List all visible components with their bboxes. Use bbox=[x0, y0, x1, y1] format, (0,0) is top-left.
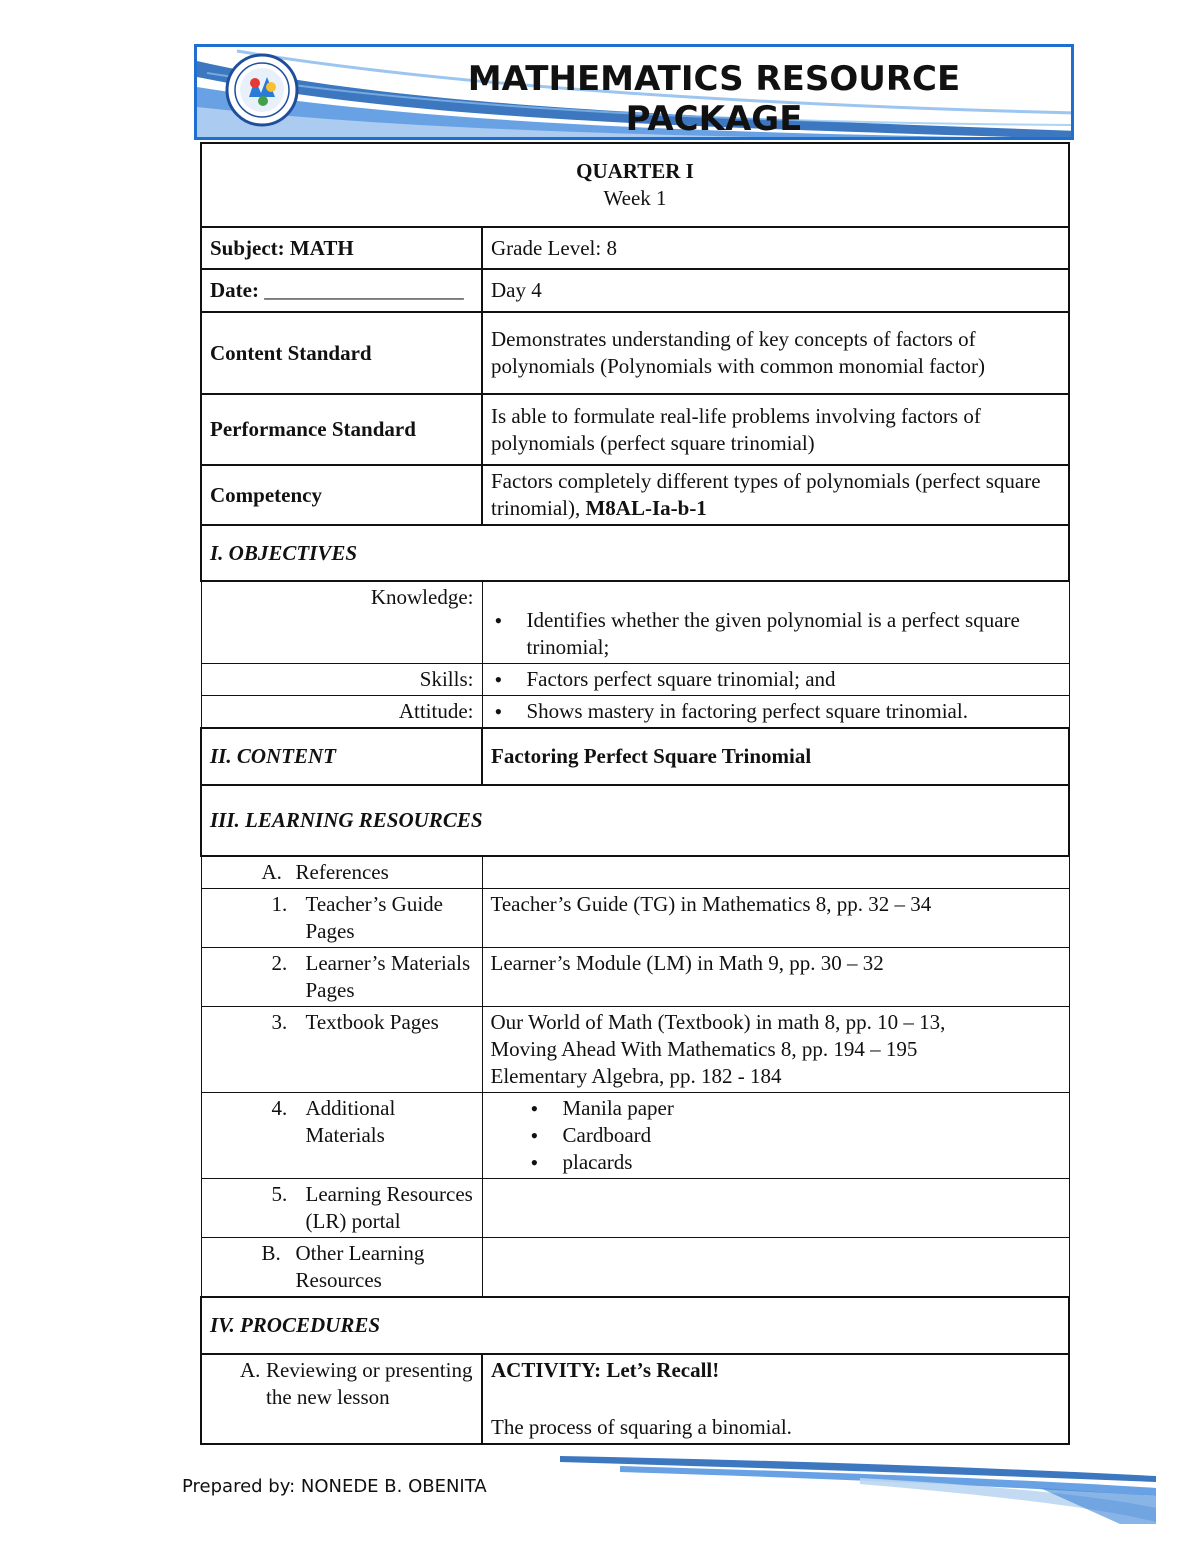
footer-swoosh-graphic bbox=[560, 1448, 1160, 1528]
learners-materials-cell bbox=[201, 947, 482, 1006]
competency-text: Factors completely different types of polynomials (perfect square trinomial), bbox=[491, 469, 1041, 520]
knowledge-label: Knowledge: bbox=[201, 581, 482, 663]
additional-materials-cell bbox=[201, 1092, 482, 1178]
procedure-a-value bbox=[482, 1354, 1069, 1444]
lr-portal-value bbox=[482, 1178, 1069, 1237]
lr-portal-num: 5. bbox=[271, 1181, 288, 1206]
content-standard-label: Content Standard bbox=[201, 312, 482, 394]
knowledge-row bbox=[201, 581, 1069, 663]
lr-portal-row bbox=[201, 1178, 1069, 1237]
other-resources-row bbox=[201, 1237, 1069, 1297]
teachers-guide-value: Teacher’s Guide (TG) in Mathematics 8, pp. 32 – 34 bbox=[482, 888, 1069, 947]
objectives-heading-row bbox=[201, 525, 1069, 581]
other-resources-label: Other Learning Resources bbox=[295, 1240, 425, 1292]
performance-standard-text: Is able to formulate real-life problems involving factors of polynomials (perfect square trinomial) bbox=[482, 394, 1069, 465]
procedure-a-num: A. bbox=[240, 1357, 261, 1382]
skills-item: • Factors perfect square trinomial; and bbox=[491, 666, 1061, 693]
deped-seal-logo bbox=[225, 53, 299, 127]
procedure-a-label: Reviewing or presenting the new lesson bbox=[266, 1357, 473, 1409]
material-item: • Cardboard bbox=[491, 1122, 1061, 1149]
additional-materials-label: Additional Materials bbox=[305, 1095, 396, 1147]
activity-title: ACTIVITY: Let’s Recall! bbox=[491, 1357, 720, 1382]
grade-level: Grade Level: 8 bbox=[482, 227, 1069, 269]
procedure-a-row bbox=[201, 1354, 1069, 1444]
references-value bbox=[482, 856, 1069, 889]
material-item: • Manila paper bbox=[491, 1095, 1061, 1122]
textbook-cell bbox=[201, 1006, 482, 1092]
lesson-plan-table bbox=[200, 142, 1070, 1445]
lr-portal-cell bbox=[201, 1178, 482, 1237]
content-standard-text: Demonstrates understanding of key concepts of factors of polynomials (Polynomials with common monomial factor) bbox=[482, 312, 1069, 394]
skills-cell bbox=[482, 663, 1069, 695]
banner-title-line-1: MATHEMATICS RESOURCE bbox=[467, 59, 961, 99]
week-label: Week 1 bbox=[603, 186, 667, 210]
textbook-label: Textbook Pages bbox=[305, 1009, 439, 1034]
quarter-label: QUARTER I bbox=[576, 159, 694, 183]
banner-title-line-2: PACKAGE bbox=[625, 99, 803, 139]
competency-row bbox=[201, 465, 1069, 525]
content-standard-row bbox=[201, 312, 1069, 394]
learning-resources-heading-row bbox=[201, 785, 1069, 856]
attitude-row bbox=[201, 695, 1069, 728]
textbook-line: Our World of Math (Textbook) in math 8, pp. 10 – 13, bbox=[490, 1009, 946, 1034]
content-heading: II. CONTENT bbox=[201, 728, 482, 785]
procedure-a-cell bbox=[201, 1354, 482, 1444]
skills-row bbox=[201, 663, 1069, 695]
additional-materials-row bbox=[201, 1092, 1069, 1178]
competency-cell bbox=[482, 465, 1069, 525]
references-cell bbox=[201, 856, 482, 889]
learning-resources-heading: III. LEARNING RESOURCES bbox=[201, 785, 1069, 856]
other-resources-value bbox=[482, 1237, 1069, 1297]
competency-code: M8AL-Ia-b-1 bbox=[585, 496, 707, 520]
date-label: Date: bbox=[210, 278, 259, 302]
content-text: Factoring Perfect Square Trinomial bbox=[482, 728, 1069, 785]
prepared-by: Prepared by: NONEDE B. OBENITA bbox=[182, 1476, 487, 1497]
banner-title bbox=[397, 59, 1031, 139]
attitude-item: • Shows mastery in factoring perfect square trinomial. bbox=[491, 698, 1061, 725]
teachers-guide-cell bbox=[201, 888, 482, 947]
learners-materials-row bbox=[201, 947, 1069, 1006]
subject-row bbox=[201, 227, 1069, 269]
textbook-row bbox=[201, 1006, 1069, 1092]
attitude-cell bbox=[482, 695, 1069, 728]
learners-materials-value: Learner’s Module (LM) in Math 9, pp. 30 – 32 bbox=[482, 947, 1069, 1006]
textbook-num: 3. bbox=[271, 1009, 288, 1034]
knowledge-cell bbox=[482, 581, 1069, 663]
performance-standard-label: Performance Standard bbox=[201, 394, 482, 465]
references-row bbox=[201, 856, 1069, 889]
learners-materials-label: Learner’s Materials Pages bbox=[305, 950, 471, 1002]
references-label: References bbox=[295, 859, 389, 884]
procedures-heading-row bbox=[201, 1297, 1069, 1354]
header-banner bbox=[194, 44, 1074, 140]
teachers-guide-row bbox=[201, 888, 1069, 947]
performance-standard-row bbox=[201, 394, 1069, 465]
textbook-value bbox=[482, 1006, 1069, 1092]
references-num: A. bbox=[261, 859, 282, 884]
additional-materials-num: 4. bbox=[271, 1095, 288, 1120]
lr-portal-label: Learning Resources (LR) portal bbox=[305, 1181, 473, 1233]
subject-label: Subject: MATH bbox=[201, 227, 482, 269]
procedures-heading: IV. PROCEDURES bbox=[201, 1297, 1069, 1354]
other-resources-num: B. bbox=[261, 1240, 281, 1265]
quarter-row bbox=[201, 143, 1069, 227]
quarter-cell bbox=[201, 143, 1069, 227]
competency-label: Competency bbox=[201, 465, 482, 525]
knowledge-item: • Identifies whether the given polynomial is a perfect square trinomial; bbox=[491, 607, 1061, 661]
additional-materials-value bbox=[482, 1092, 1069, 1178]
day-label: Day 4 bbox=[482, 269, 1069, 312]
date-blank-line: ___________________ bbox=[264, 278, 464, 302]
textbook-line: Moving Ahead With Mathematics 8, pp. 194 – 195 bbox=[490, 1036, 918, 1061]
learners-materials-num: 2. bbox=[271, 950, 288, 975]
activity-text: The process of squaring a binomial. bbox=[491, 1414, 792, 1439]
date-row bbox=[201, 269, 1069, 312]
other-resources-cell bbox=[201, 1237, 482, 1297]
objectives-heading: I. OBJECTIVES bbox=[201, 525, 1069, 581]
content-row bbox=[201, 728, 1069, 785]
skills-label: Skills: bbox=[201, 663, 482, 695]
teachers-guide-num: 1. bbox=[271, 891, 288, 916]
material-item: • placards bbox=[491, 1149, 1061, 1176]
attitude-label: Attitude: bbox=[201, 695, 482, 728]
teachers-guide-label: Teacher’s Guide Pages bbox=[305, 891, 443, 943]
date-cell bbox=[201, 269, 482, 312]
textbook-line: Elementary Algebra, pp. 182 - 184 bbox=[490, 1063, 782, 1088]
